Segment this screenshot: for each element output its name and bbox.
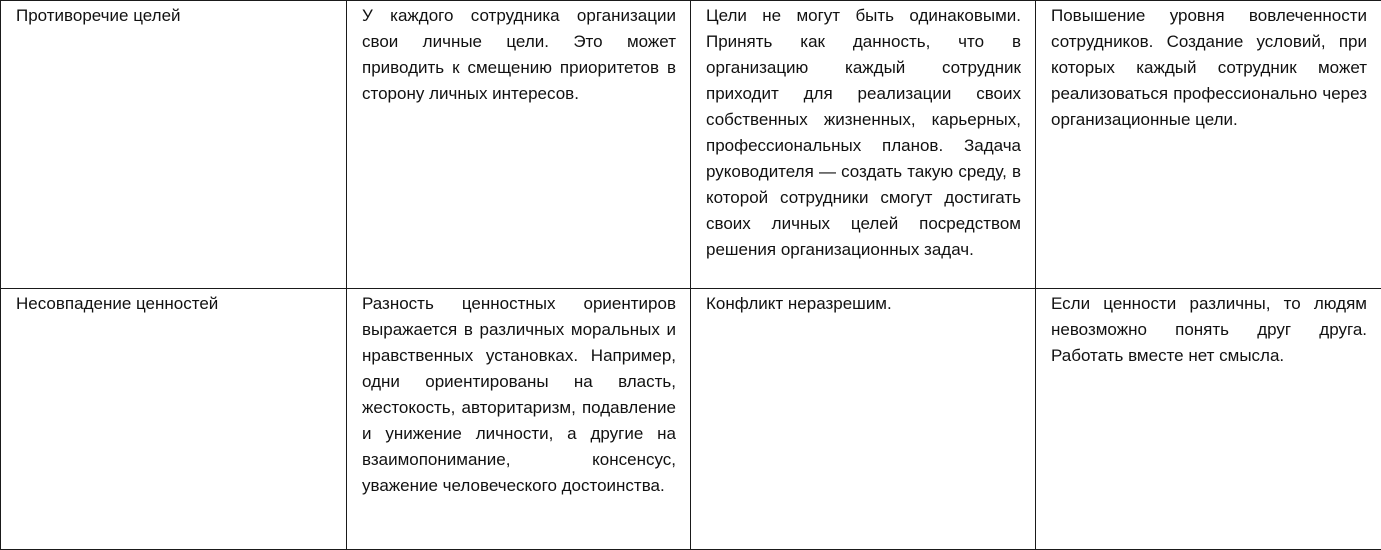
table-row [1,289,1381,550]
solution-cell: Если ценности различны, то людям невозможно понять друг друга. Работать вместе нет смысла. [1036,289,1381,550]
solution-cell: Повышение уровня вовлеченности сотрудников. Создание условий, при которых каждый сотрудник может реализоваться профессионально через организационные цели. [1036,1,1381,289]
solvability-cell: Цели не могут быть одинаковыми. Принять как данность, что в организацию каждый сотрудник приходит для реализации своих собственных жизненных, карьерных, профессиональных планов. Задача руководителя — создать такую среду, в которой сотрудники смогут достигать своих личных целей посредством решения организационных задач. [691,1,1036,289]
table-row [1,1,1381,289]
problem-cell: Противоречие целей [1,1,347,289]
solvability-cell: Конфликт неразрешим. [691,289,1036,550]
description-cell: Разность ценностных ориентиров выражается в различных моральных и нравственных установках. Например, одни ориентированы на власть, жестокость, авторитаризм, подавление и унижение личности, а другие на взаимопонимание, консенсус, уважение человеческого достоинства. [347,289,691,550]
description-cell: У каждого сотрудника организации свои личные цели. Это может приводить к смещению приоритетов в сторону личных интересов. [347,1,691,289]
problem-cell: Несовпадение ценностей [1,289,347,550]
